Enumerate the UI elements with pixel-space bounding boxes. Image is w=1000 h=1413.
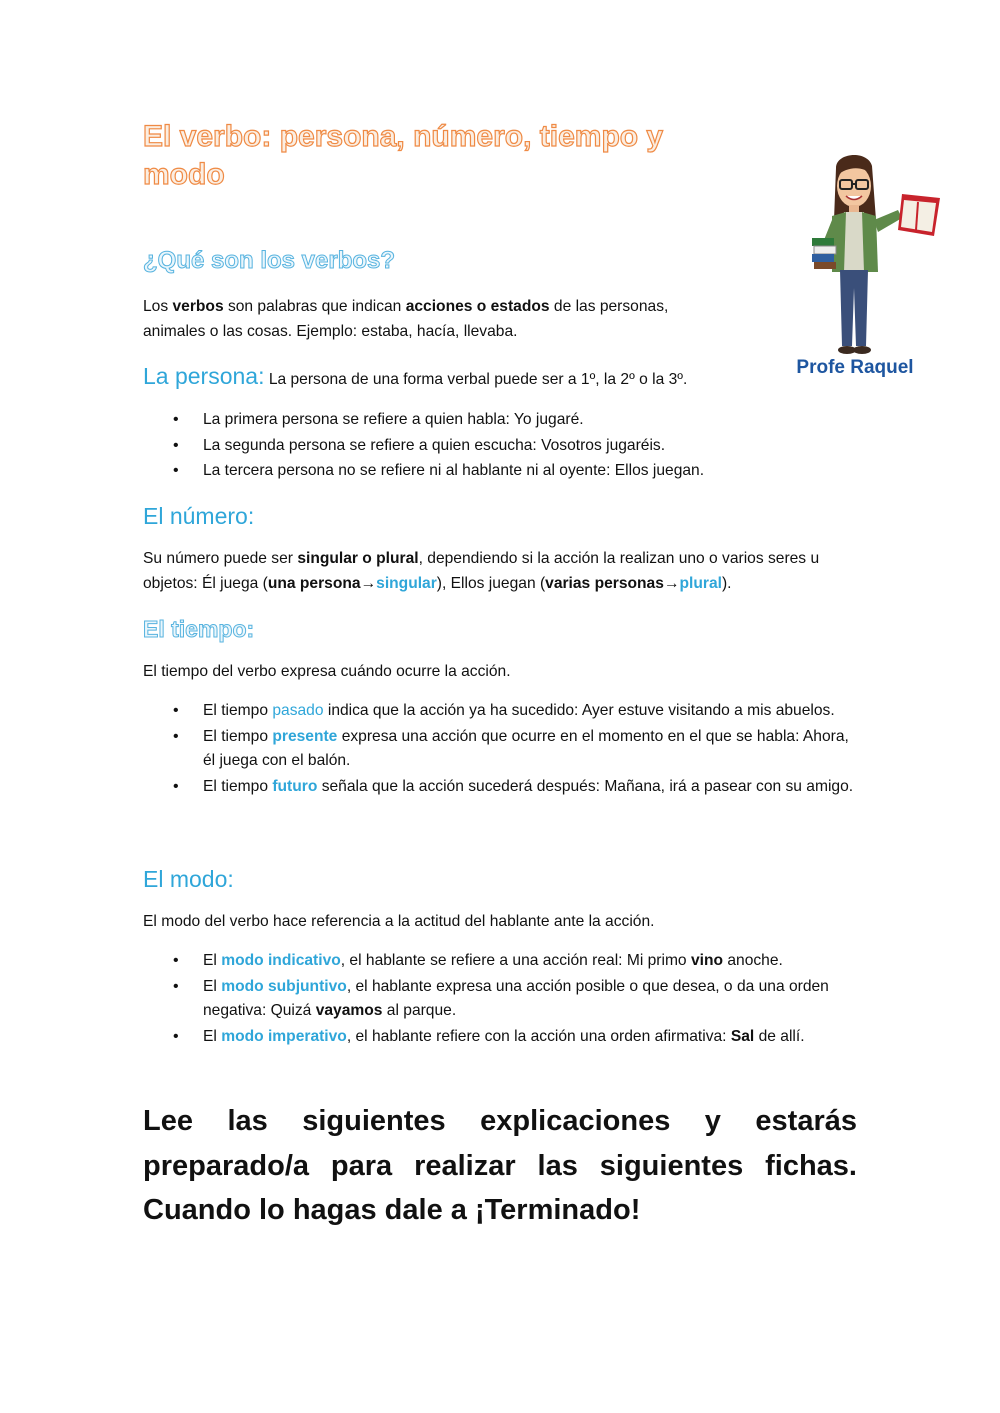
tiempo-item-post: indica que la acción ya ha sucedido: Ayer estuve visitando a mis abuelos. [323, 702, 835, 719]
persona-item-2: • La segunda persona se refiere a quien escucha: Vosotros jugaréis. [143, 434, 859, 459]
tiempo-item-post: expresa una acción que ocurre en el momento en el que se habla: Ahora, él juega con el balón. [203, 727, 849, 769]
tiempo-item-futuro [143, 775, 859, 800]
tiempo-item-pre: El tiempo [203, 777, 273, 795]
intro-bold-acciones: acciones o estados [405, 298, 550, 315]
intro-paragraph [143, 295, 703, 344]
tiempo-key-pasado: pasado [272, 702, 324, 719]
numero-text-1: Su número puede ser [143, 550, 298, 567]
modo-item-mid: , el hablante se refiere a una acción real: Mi primo [340, 952, 691, 969]
tiempo-item-pasado [143, 699, 859, 724]
modo-item-mid: , el hablante refiere con la acción una orden afirmativa: [346, 1027, 731, 1045]
modo-key-imperativo: modo imperativo [221, 1027, 347, 1045]
final-instruction: Lee las siguientes explicaciones y estarás preparado/a para realizar las siguientes fichas. Cuando lo hagas dale a ¡Terminado! [143, 1105, 857, 1226]
numero-text-2: , dependiendo si la acción la realizan uno o varios seres u objetos: Él juega ( [143, 550, 820, 592]
modo-item-pre: El [203, 1027, 222, 1045]
numero-text-4: ). [721, 574, 732, 592]
numero-heading: El número: [143, 503, 255, 529]
intro-text-3: de las personas, animales o las cosas. Ejemplo: estaba, hacía, llevaba. [143, 298, 669, 340]
tiempo-item-presente [143, 725, 859, 774]
numero-bold-3: varias personas [545, 574, 664, 592]
teacher-avatar-image [806, 150, 952, 360]
modo-item-post: al parque. [382, 1002, 457, 1019]
arrow-icon: → [663, 574, 680, 592]
modo-item-subjuntivo [143, 975, 859, 1024]
modo-item-post: de allí. [754, 1027, 805, 1045]
intro-text-1: Los [143, 298, 173, 315]
modo-item-pre: El [203, 952, 222, 969]
tiempo-item-pre: El tiempo [203, 702, 273, 719]
numero-plural: plural [679, 574, 722, 592]
modo-list [143, 949, 859, 1050]
arrow-icon: → [360, 574, 377, 592]
numero-bold-2: una persona [267, 574, 361, 592]
tiempo-list [143, 699, 859, 800]
modo-key-subjuntivo: modo subjuntivo [221, 977, 347, 995]
tiempo-item-post: señala que la acción sucederá después: Mañana, irá a pasear con su amigo. [317, 777, 854, 795]
modo-item-bold: Sal [730, 1027, 755, 1045]
modo-text: El modo del verbo hace referencia a la actitud del hablante ante la acción. [143, 913, 655, 930]
intro-heading: ¿Qué son los verbos? [143, 247, 396, 274]
persona-line [143, 364, 859, 393]
modo-heading: El modo: [143, 866, 234, 892]
numero-text-3: ), Ellos juegan ( [436, 574, 546, 592]
numero-paragraph [143, 547, 859, 596]
tiempo-text: El tiempo del verbo expresa cuándo ocurre la acción. [143, 663, 511, 680]
page-title: El verbo: persona, número, tiempo y modo [143, 120, 664, 191]
modo-item-indicativo [143, 949, 859, 974]
tiempo-item-pre: El tiempo [203, 727, 273, 745]
modo-item-post: anoche. [723, 952, 783, 969]
numero-singular: singular [376, 574, 437, 592]
persona-list [143, 408, 859, 485]
persona-text: La persona de una forma verbal puede ser a 1º, la 2º o la 3º. [264, 371, 688, 388]
tiempo-key-futuro: futuro [272, 777, 318, 795]
intro-text-2: son palabras que indican [223, 298, 406, 315]
tiempo-key-presente: presente [272, 727, 338, 745]
modo-key-indicativo: modo indicativo [221, 952, 341, 969]
avatar-label: Profe Raquel [796, 357, 914, 378]
persona-item-1: • La primera persona se refiere a quien habla: Yo jugaré. [143, 408, 859, 433]
persona-item-3: • La tercera persona no se refiere ni al hablante ni al oyente: Ellos juegan. [143, 459, 859, 484]
modo-item-bold: vino [690, 952, 724, 969]
modo-item-mid: , el hablante expresa una acción posible o que desea, o da una orden negativa: Quizá [203, 977, 829, 1019]
numero-bold-1: singular o plural [297, 550, 419, 567]
modo-item-bold: vayamos [315, 1002, 383, 1019]
persona-heading: La persona: [143, 363, 265, 389]
tiempo-heading: El tiempo: [143, 616, 255, 642]
modo-item-imperativo [143, 1025, 859, 1050]
modo-item-pre: El [203, 977, 222, 995]
intro-bold-verbos: verbos [172, 298, 224, 315]
